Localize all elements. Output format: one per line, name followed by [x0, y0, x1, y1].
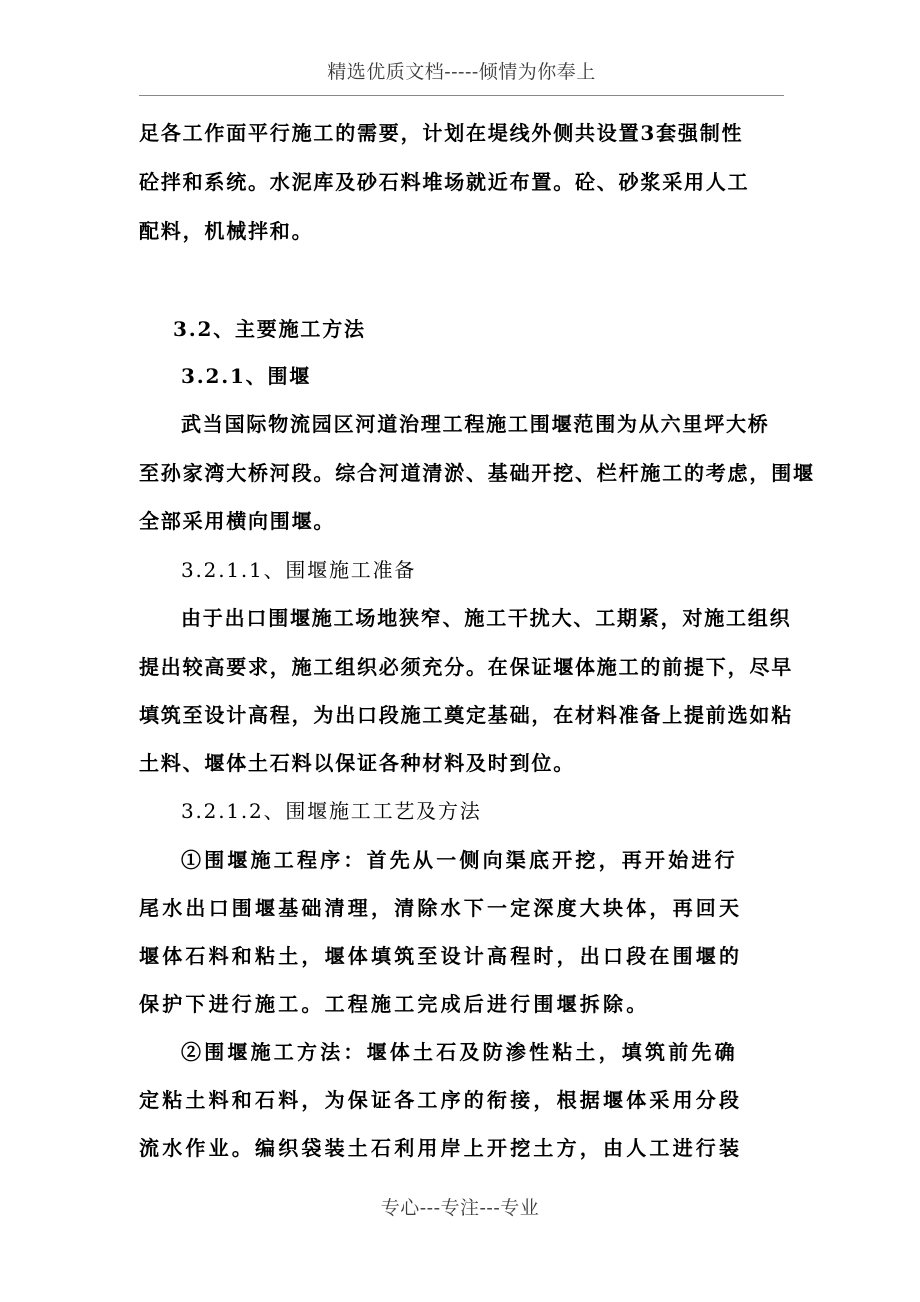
sub-subsection-heading: 3.2.1.1、围堰施工准备 — [181, 558, 417, 582]
body-line: 砼拌和系统。水泥库及砂石料堆场就近布置。砼、砂浆采用人工 — [139, 170, 750, 194]
header-divider — [139, 95, 784, 96]
section-heading: 3.2、主要施工方法 — [173, 317, 366, 341]
body-line: 全部采用横向围堰。 — [139, 509, 336, 533]
body-line: 保护下进行施工。工程施工完成后进行围堰拆除。 — [139, 992, 650, 1016]
body-line: 提出较高要求，施工组织必须充分。在保证堰体施工的前提下，尽早 — [139, 655, 793, 679]
body-line: 堰体石料和粘土，堰体填筑至设计高程时，出口段在围堰的 — [139, 944, 743, 968]
body-line: ①围堰施工程序：首先从一侧向渠底开挖，再开始进行 — [181, 848, 738, 872]
body-line: 武当国际物流园区河道治理工程施工围堰范围为从六里坪大桥 — [181, 412, 770, 436]
body-line: 配料，机械拌和。 — [139, 219, 314, 243]
body-line: 尾水出口围堰基础清理，清除水下一定深度大块体，再回天 — [139, 896, 743, 920]
body-line: 足各工作面平行施工的需要，计划在堤线外侧共设置3套强制性 — [139, 121, 744, 145]
body-line: 定粘土料和石料，为保证各工序的衔接，根据堰体采用分段 — [139, 1088, 743, 1112]
body-line: ②围堰施工方法：堰体土石及防渗性粘土，填筑前先确 — [181, 1040, 738, 1064]
body-line: 至孙家湾大桥河段。综合河道清淤、基础开挖、栏杆施工的考虑，围堰 — [139, 461, 815, 485]
sub-subsection-heading: 3.2.1.2、围堰施工工艺及方法 — [181, 799, 482, 823]
page-header: 精选优质文档-----倾情为你奉上 — [327, 61, 596, 83]
body-line: 流水作业。编织袋装土石利用岸上开挖土方，由人工进行装 — [139, 1136, 743, 1160]
subsection-heading: 3.2.1、围堰 — [181, 364, 312, 388]
body-line: 土料、堰体土石料以保证各种材料及时到位。 — [139, 751, 575, 775]
body-line: 填筑至设计高程，为出口段施工奠定基础，在材料准备上提前选如粘 — [139, 703, 793, 727]
body-line: 由于出口围堰施工场地狭窄、施工干扰大、工期紧，对施工组织 — [181, 606, 792, 630]
page-footer: 专心---专注---专业 — [380, 1197, 540, 1219]
